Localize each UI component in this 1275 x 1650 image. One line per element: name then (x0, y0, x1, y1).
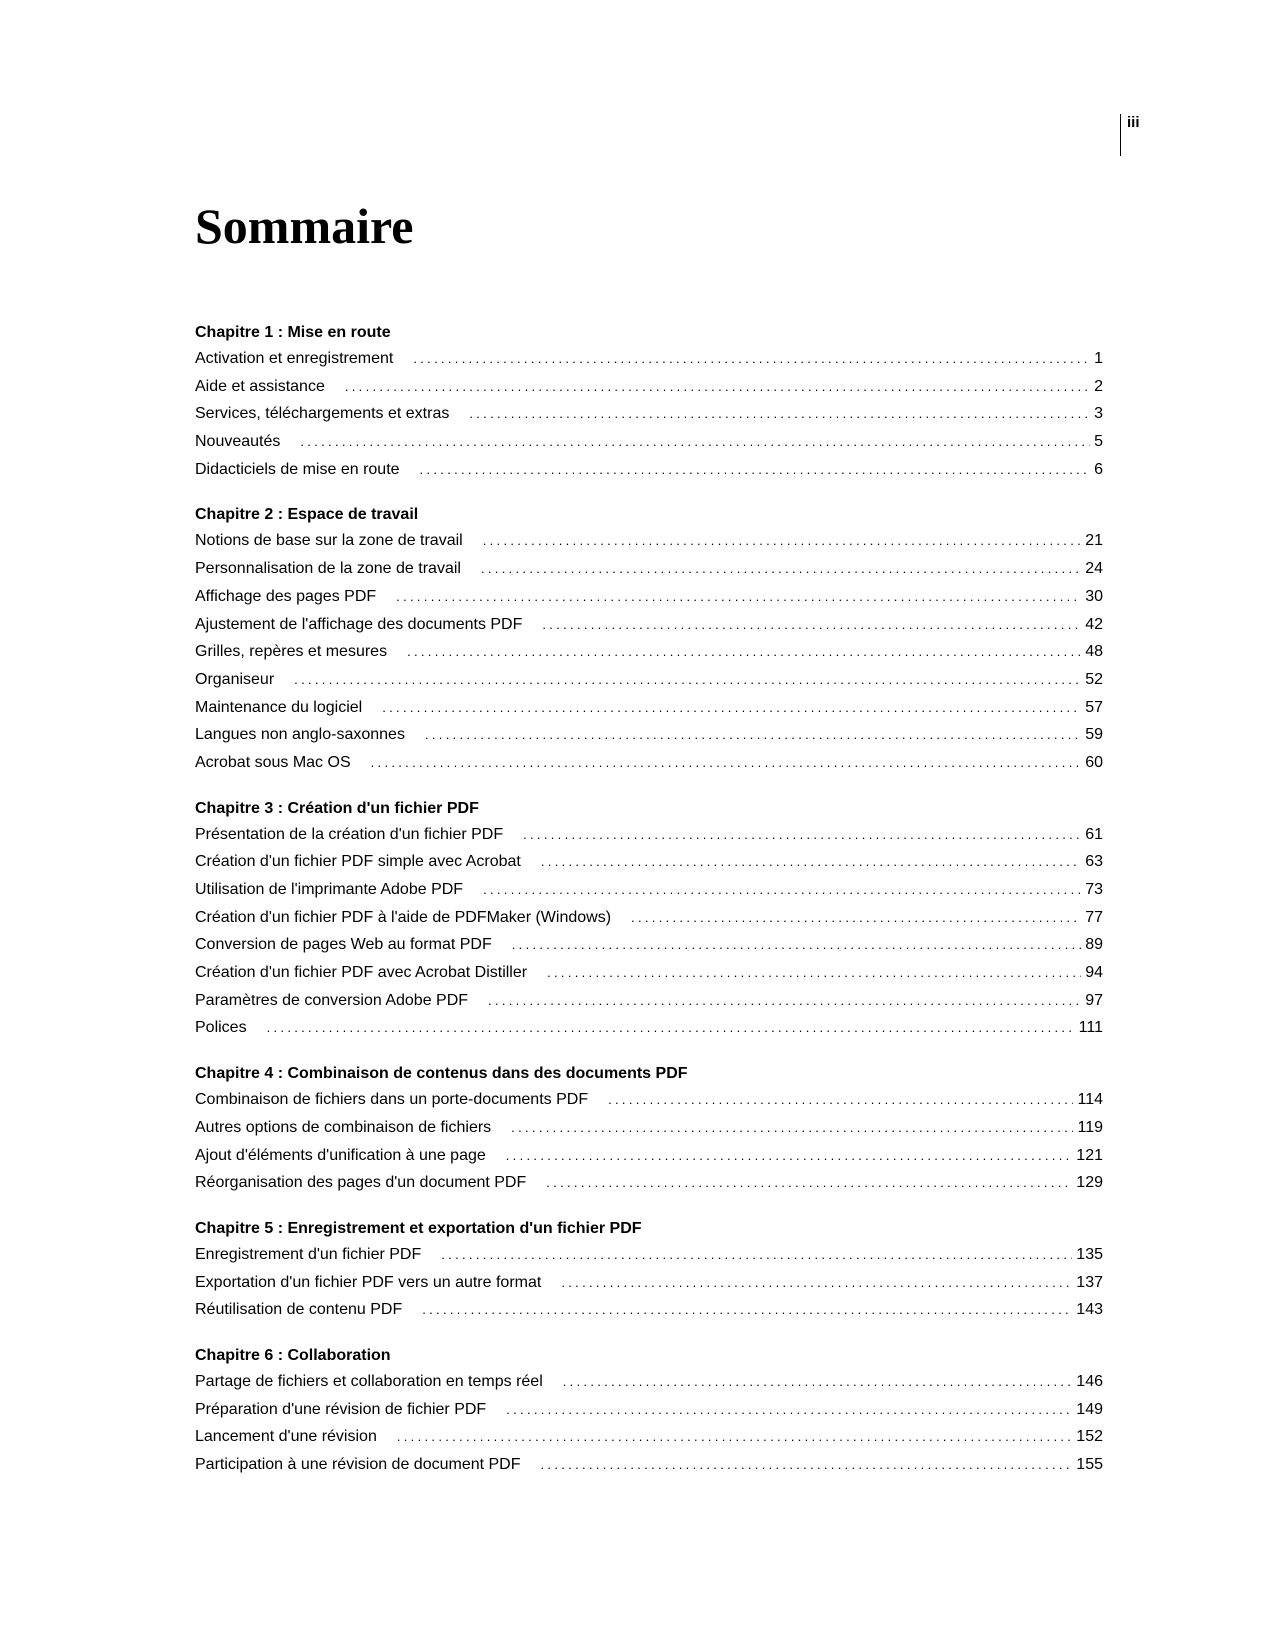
chapter-title[interactable]: Chapitre 6 : Collaboration (195, 1346, 391, 1364)
toc-entry-label: Autres options de combinaison de fichiers (195, 1118, 492, 1136)
toc-entry-label: Personnalisation de la zone de travail (195, 560, 461, 578)
toc-entry-label: Grilles, repères et mesures (195, 643, 388, 661)
toc-entry-page-number: 73 (1085, 881, 1103, 898)
toc-entry-page-number: 1 (1094, 350, 1103, 367)
dot-leader (441, 1241, 1072, 1269)
toc-entry-page-number: 42 (1085, 615, 1103, 633)
chapter-section (195, 1343, 1103, 1479)
toc-entry[interactable] (195, 400, 1103, 428)
toc-entry-label: Activation et enregistrement (195, 350, 394, 367)
toc-entry[interactable] (195, 694, 1103, 722)
dot-leader (397, 1423, 1072, 1451)
dot-leader (407, 638, 1081, 666)
toc-entry-page-number: 57 (1085, 698, 1103, 716)
dot-leader (483, 527, 1081, 555)
toc-entry-page-number: 61 (1085, 825, 1103, 843)
toc-entry[interactable] (195, 1451, 1103, 1479)
page-number-block (1120, 114, 1140, 156)
toc-entry[interactable] (195, 583, 1103, 611)
toc-entry-page-number: 77 (1085, 908, 1103, 926)
dot-leader (541, 1451, 1073, 1479)
dot-leader (371, 749, 1082, 777)
toc-entry[interactable] (195, 638, 1103, 666)
toc-entry[interactable] (195, 1296, 1103, 1324)
dot-leader (294, 666, 1081, 694)
toc-entry[interactable] (195, 373, 1103, 401)
toc-entry-page-number: 59 (1085, 726, 1103, 744)
toc-entry-page-number: 48 (1085, 643, 1103, 661)
toc-entry-label: Présentation de la création d'un fichier PDF (195, 825, 504, 843)
toc-entry-label: Polices (195, 1019, 247, 1037)
toc-entry-page-number: 152 (1076, 1428, 1103, 1446)
toc-entry[interactable] (195, 1014, 1103, 1042)
dot-leader (469, 400, 1090, 428)
page-title: Sommaire (195, 198, 414, 254)
toc-entry[interactable] (195, 931, 1103, 959)
toc-entry[interactable] (195, 345, 1103, 373)
chapter-section (195, 1061, 1103, 1197)
toc-entry[interactable] (195, 1241, 1103, 1269)
chapter-title[interactable]: Chapitre 5 : Enregistrement et exportation d'un fichier PDF (195, 1219, 642, 1237)
dot-leader (542, 611, 1081, 639)
chapter-title[interactable]: Chapitre 1 : Mise en route (195, 324, 391, 341)
toc-entry-label: Aide et assistance (195, 377, 325, 395)
dot-leader (382, 694, 1081, 722)
toc-entry-label: Langues non anglo-saxonnes (195, 726, 405, 744)
dot-leader (547, 959, 1081, 987)
toc-entry-page-number: 3 (1094, 405, 1103, 423)
toc-entry-page-number: 135 (1076, 1245, 1103, 1263)
toc-entry-page-number: 114 (1077, 1091, 1103, 1109)
toc-entry[interactable] (195, 456, 1103, 484)
toc-entry[interactable] (195, 527, 1103, 555)
toc-entry[interactable] (195, 749, 1103, 777)
toc-entry[interactable] (195, 1114, 1103, 1142)
toc-entry-label: Participation à une révision de document PDF (195, 1456, 521, 1473)
chapter-title[interactable]: Chapitre 3 : Création d'un fichier PDF (195, 799, 479, 817)
toc-entry-label: Combinaison de fichiers dans un porte-documents PDF (195, 1091, 589, 1109)
toc-entry-label: Partage de fichiers et collaboration en temps réel (195, 1372, 543, 1390)
toc-entry-page-number: 5 (1094, 433, 1103, 451)
dot-leader (631, 904, 1081, 932)
toc-entry[interactable] (195, 876, 1103, 904)
toc-entry-label: Utilisation de l'imprimante Adobe PDF (195, 881, 464, 898)
chapter-section (195, 320, 1103, 483)
chapter-section (195, 1216, 1103, 1324)
page-number: iii (1127, 114, 1140, 131)
toc-entry[interactable] (195, 1142, 1103, 1170)
toc-entry-label: Notions de base sur la zone de travail (195, 532, 463, 550)
toc-entry[interactable] (195, 848, 1103, 876)
toc-entry-page-number: 52 (1085, 670, 1103, 688)
toc-entry-label: Conversion de pages Web au format PDF (195, 936, 492, 954)
dot-leader (546, 1169, 1072, 1197)
toc-entry-page-number: 137 (1076, 1273, 1103, 1291)
dot-leader (506, 1142, 1073, 1170)
toc-entry[interactable] (195, 904, 1103, 932)
toc-entry-label: Réutilisation de contenu PDF (195, 1301, 403, 1319)
toc-entry[interactable] (195, 428, 1103, 456)
dot-leader (422, 1296, 1072, 1324)
toc-entry-label: Préparation d'une révision de fichier PDF (195, 1400, 487, 1418)
toc-entry-page-number: 6 (1094, 460, 1103, 478)
toc-entry-label: Services, téléchargements et extras (195, 405, 450, 423)
toc-entry-label: Nouveautés (195, 433, 281, 451)
toc-entry[interactable] (195, 555, 1103, 583)
toc-entry-label: Ajout d'éléments d'unification à une page (195, 1146, 486, 1164)
toc-entry-page-number: 155 (1076, 1456, 1103, 1473)
toc-entry[interactable] (195, 987, 1103, 1015)
toc-entry-page-number: 63 (1085, 853, 1103, 871)
toc-entry[interactable] (195, 1269, 1103, 1297)
toc-entry[interactable] (195, 821, 1103, 849)
dot-leader (267, 1014, 1075, 1042)
toc-entry[interactable] (195, 959, 1103, 987)
toc-entry-label: Création d'un fichier PDF simple avec Acrobat (195, 853, 521, 871)
toc-entry[interactable] (195, 1396, 1103, 1424)
toc-entry-label: Lancement d'une révision (195, 1428, 377, 1446)
toc-entry[interactable] (195, 721, 1103, 749)
toc-entry-page-number: 143 (1076, 1301, 1103, 1319)
toc-entry-label: Réorganisation des pages d'un document PDF (195, 1174, 527, 1192)
toc-entry-page-number: 94 (1085, 964, 1103, 982)
dot-leader (481, 555, 1081, 583)
toc-entry-label: Organiseur (195, 670, 275, 688)
dot-leader (413, 345, 1090, 373)
toc-entry-page-number: 129 (1076, 1174, 1103, 1192)
toc-entry-label: Création d'un fichier PDF à l'aide de PDFMaker (Windows) (195, 908, 612, 926)
chapter-section (195, 502, 1103, 776)
toc-entry[interactable] (195, 1368, 1103, 1396)
dot-leader (608, 1086, 1073, 1114)
toc-entry-page-number: 2 (1094, 377, 1103, 395)
chapter-title[interactable]: Chapitre 2 : Espace de travail (195, 506, 419, 524)
toc-entry[interactable] (195, 1423, 1103, 1451)
dot-leader (512, 931, 1081, 959)
dot-leader (506, 1396, 1072, 1424)
dot-leader (511, 1114, 1073, 1142)
dot-leader (563, 1368, 1073, 1396)
toc-entry[interactable] (195, 666, 1103, 694)
toc-entry-page-number: 21 (1085, 532, 1103, 550)
toc-entry-label: Enregistrement d'un fichier PDF (195, 1245, 422, 1263)
toc-entry-label: Paramètres de conversion Adobe PDF (195, 991, 469, 1009)
dot-leader (425, 721, 1081, 749)
toc-entry-label: Création d'un fichier PDF avec Acrobat Distiller (195, 964, 528, 982)
toc-entry-page-number: 111 (1078, 1019, 1103, 1037)
toc-entry-page-number: 121 (1076, 1146, 1103, 1164)
dot-leader (396, 583, 1081, 611)
dot-leader (483, 876, 1081, 904)
toc-entry-page-number: 60 (1085, 753, 1103, 771)
toc-entry-label: Affichage des pages PDF (195, 587, 377, 605)
toc-entry-page-number: 30 (1085, 587, 1103, 605)
dot-leader (488, 987, 1081, 1015)
dot-leader (523, 821, 1081, 849)
dot-leader (345, 373, 1090, 401)
toc-entry-page-number: 146 (1076, 1372, 1103, 1390)
toc-entry-label: Exportation d'un fichier PDF vers un autre format (195, 1273, 542, 1291)
toc-entry-page-number: 149 (1076, 1400, 1103, 1418)
toc-entry[interactable] (195, 611, 1103, 639)
table-of-contents (195, 320, 1103, 1498)
toc-entry-label: Acrobat sous Mac OS (195, 753, 351, 771)
toc-entry-page-number: 97 (1085, 991, 1103, 1009)
dot-leader (420, 456, 1091, 484)
dot-leader (561, 1269, 1072, 1297)
toc-entry-page-number: 24 (1085, 560, 1103, 578)
chapter-title[interactable]: Chapitre 4 : Combinaison de contenus dans des documents PDF (195, 1065, 688, 1083)
chapter-section (195, 796, 1103, 1043)
toc-entry-label: Didacticiels de mise en route (195, 460, 400, 478)
toc-entry-label: Ajustement de l'affichage des documents PDF (195, 615, 523, 633)
dot-leader (300, 428, 1090, 456)
toc-entry[interactable] (195, 1086, 1103, 1114)
toc-entry-page-number: 119 (1077, 1118, 1103, 1136)
toc-entry[interactable] (195, 1169, 1103, 1197)
dot-leader (541, 848, 1081, 876)
toc-entry-page-number: 89 (1085, 936, 1103, 954)
toc-entry-label: Maintenance du logiciel (195, 698, 363, 716)
